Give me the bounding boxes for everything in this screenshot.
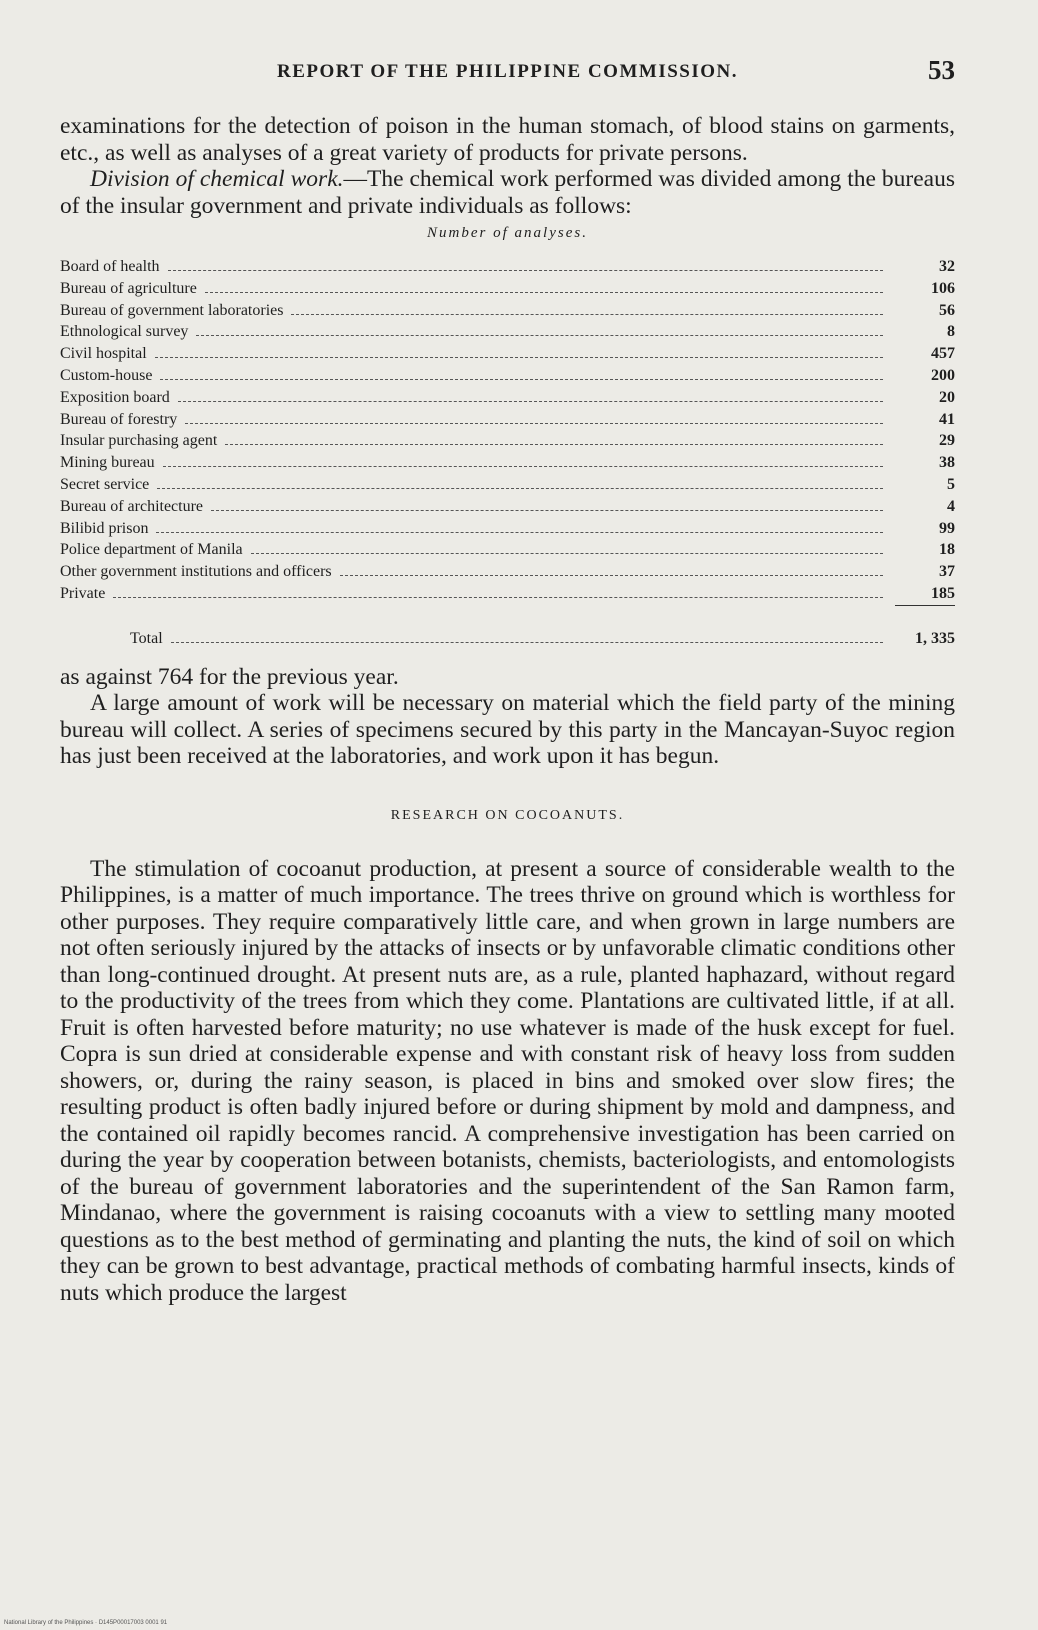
paragraph-3: as against 764 for the previous year. [60,663,399,690]
table-row [60,474,955,496]
row-label: Bureau of agriculture [60,278,201,300]
table-row [60,256,955,278]
table-row [60,321,955,343]
row-label: Exposition board [60,387,174,409]
row-count: 5 [947,475,955,493]
table-row [60,561,955,583]
row-label: Police department of Manila [60,539,247,561]
paragraph-2 [60,166,955,219]
row-label: Bureau of forestry [60,409,181,431]
paragraph-2-heading: Division of chemical work. [90,166,344,192]
row-label: Insular purchasing agent [60,430,221,452]
table-row [60,409,955,431]
total-label: Total [60,628,167,650]
row-label: Mining bureau [60,452,159,474]
table-row [60,343,955,365]
table-row [60,452,955,474]
row-count: 4 [947,497,955,515]
page-number: 53 [928,55,955,85]
row-count: 38 [939,454,955,472]
row-label: Bureau of architecture [60,496,207,518]
row-label: Ethnological survey [60,321,192,343]
paragraph-4: A large amount of work will be necessary on material which the field party of the mining bureau will collect. A series of specimens secured by this party in the Mancayan-Suyoc region has just been received at the laboratories, and work upon it has begun. [60,690,955,770]
paragraph-2-text: —The chemical work performed was divided among the bureaus of the insular government and private individuals as follows: [60,166,955,219]
row-label: Bilibid prison [60,518,152,540]
table-row [60,365,955,387]
total-count: 1, 335 [895,605,955,650]
page-header [60,55,955,95]
running-title: REPORT OF THE PHILIPPINE COMMISSION. [276,61,738,82]
row-count: 106 [931,279,955,297]
row-label: Civil hospital [60,343,151,365]
row-count: 32 [939,258,955,275]
row-count: 41 [939,410,955,428]
row-label: Other government institutions and officers [60,561,336,583]
document-page [60,55,955,1306]
table-row [60,583,955,605]
row-count: 200 [931,366,955,384]
table-row [60,387,955,409]
row-count: 29 [939,432,955,450]
total-row [60,605,955,650]
row-count: 8 [947,323,955,341]
row-label: Secret service [60,474,153,496]
row-label: Bureau of government laboratories [60,300,287,322]
paragraph-5: The stimulation of cocoanut production, at present a source of considerable wealth to the Philippines, is a matter of much importance. The trees thrive on ground which is worthless for other purposes. They require comparatively little care, and when grown in large numbers are not often seriously injured by the attacks of insects or by unfavorable climatic conditions other than long-continued drought. At present nuts are, as a rule, planted haphazard, without regard to the productivity of the trees from which they come. Plantations are cultivated little, if at all. Fruit is often harvested before maturity; no use whatever is made of the husk except for fuel. Copra is sun dried at considerable expense and with constant risk of heavy loss from sudden showers, or, during the rainy season, is placed in bins and smoked over slow fires; the resulting product is often badly injured before or during shipment by mold and dampness, and the contained oil rapidly becomes rancid. A comprehensive investigation has been carried on during the year by cooperation between botanists, chemists, bacteriologists, and entomologists of the bureau of government laboratories and the superintendent of the San Ramon farm, Mindanao, where the government is raising cocoanuts with a view to settling many mooted questions as to the best method of germinating and planting the nuts, the kind of soil on which they can be grown to best advantage, practical methods of combating harmful insects, kinds of nuts which produce the largest [60,855,955,1306]
table-row [60,430,955,452]
analyses-table [60,256,955,650]
table-row [60,278,955,300]
table-row [60,300,955,322]
row-count: 99 [939,519,955,537]
row-label: Custom-house [60,365,156,387]
source-note: National Library of the Philippines · D145P00017003 0001 91 [4,1620,168,1626]
section-heading: RESEARCH ON COCOANUTS. [390,807,625,823]
table-row [60,496,955,518]
row-count: 185 [931,584,955,602]
row-count: 56 [939,301,955,319]
row-count: 20 [939,388,955,406]
row-count: 37 [939,563,955,581]
table-caption: Number of analyses. [427,225,588,241]
row-count: 18 [939,541,955,559]
table-row [60,518,955,540]
table-row [60,539,955,561]
row-label: Private [60,583,109,605]
paragraph-1: examinations for the detection of poison in the human stomach, of blood stains on garments, etc., as well as analyses of a great variety of products for private persons. [60,113,955,166]
analyses-table-body [60,256,955,605]
row-count: 457 [931,345,955,363]
row-label: Board of health [60,256,164,278]
